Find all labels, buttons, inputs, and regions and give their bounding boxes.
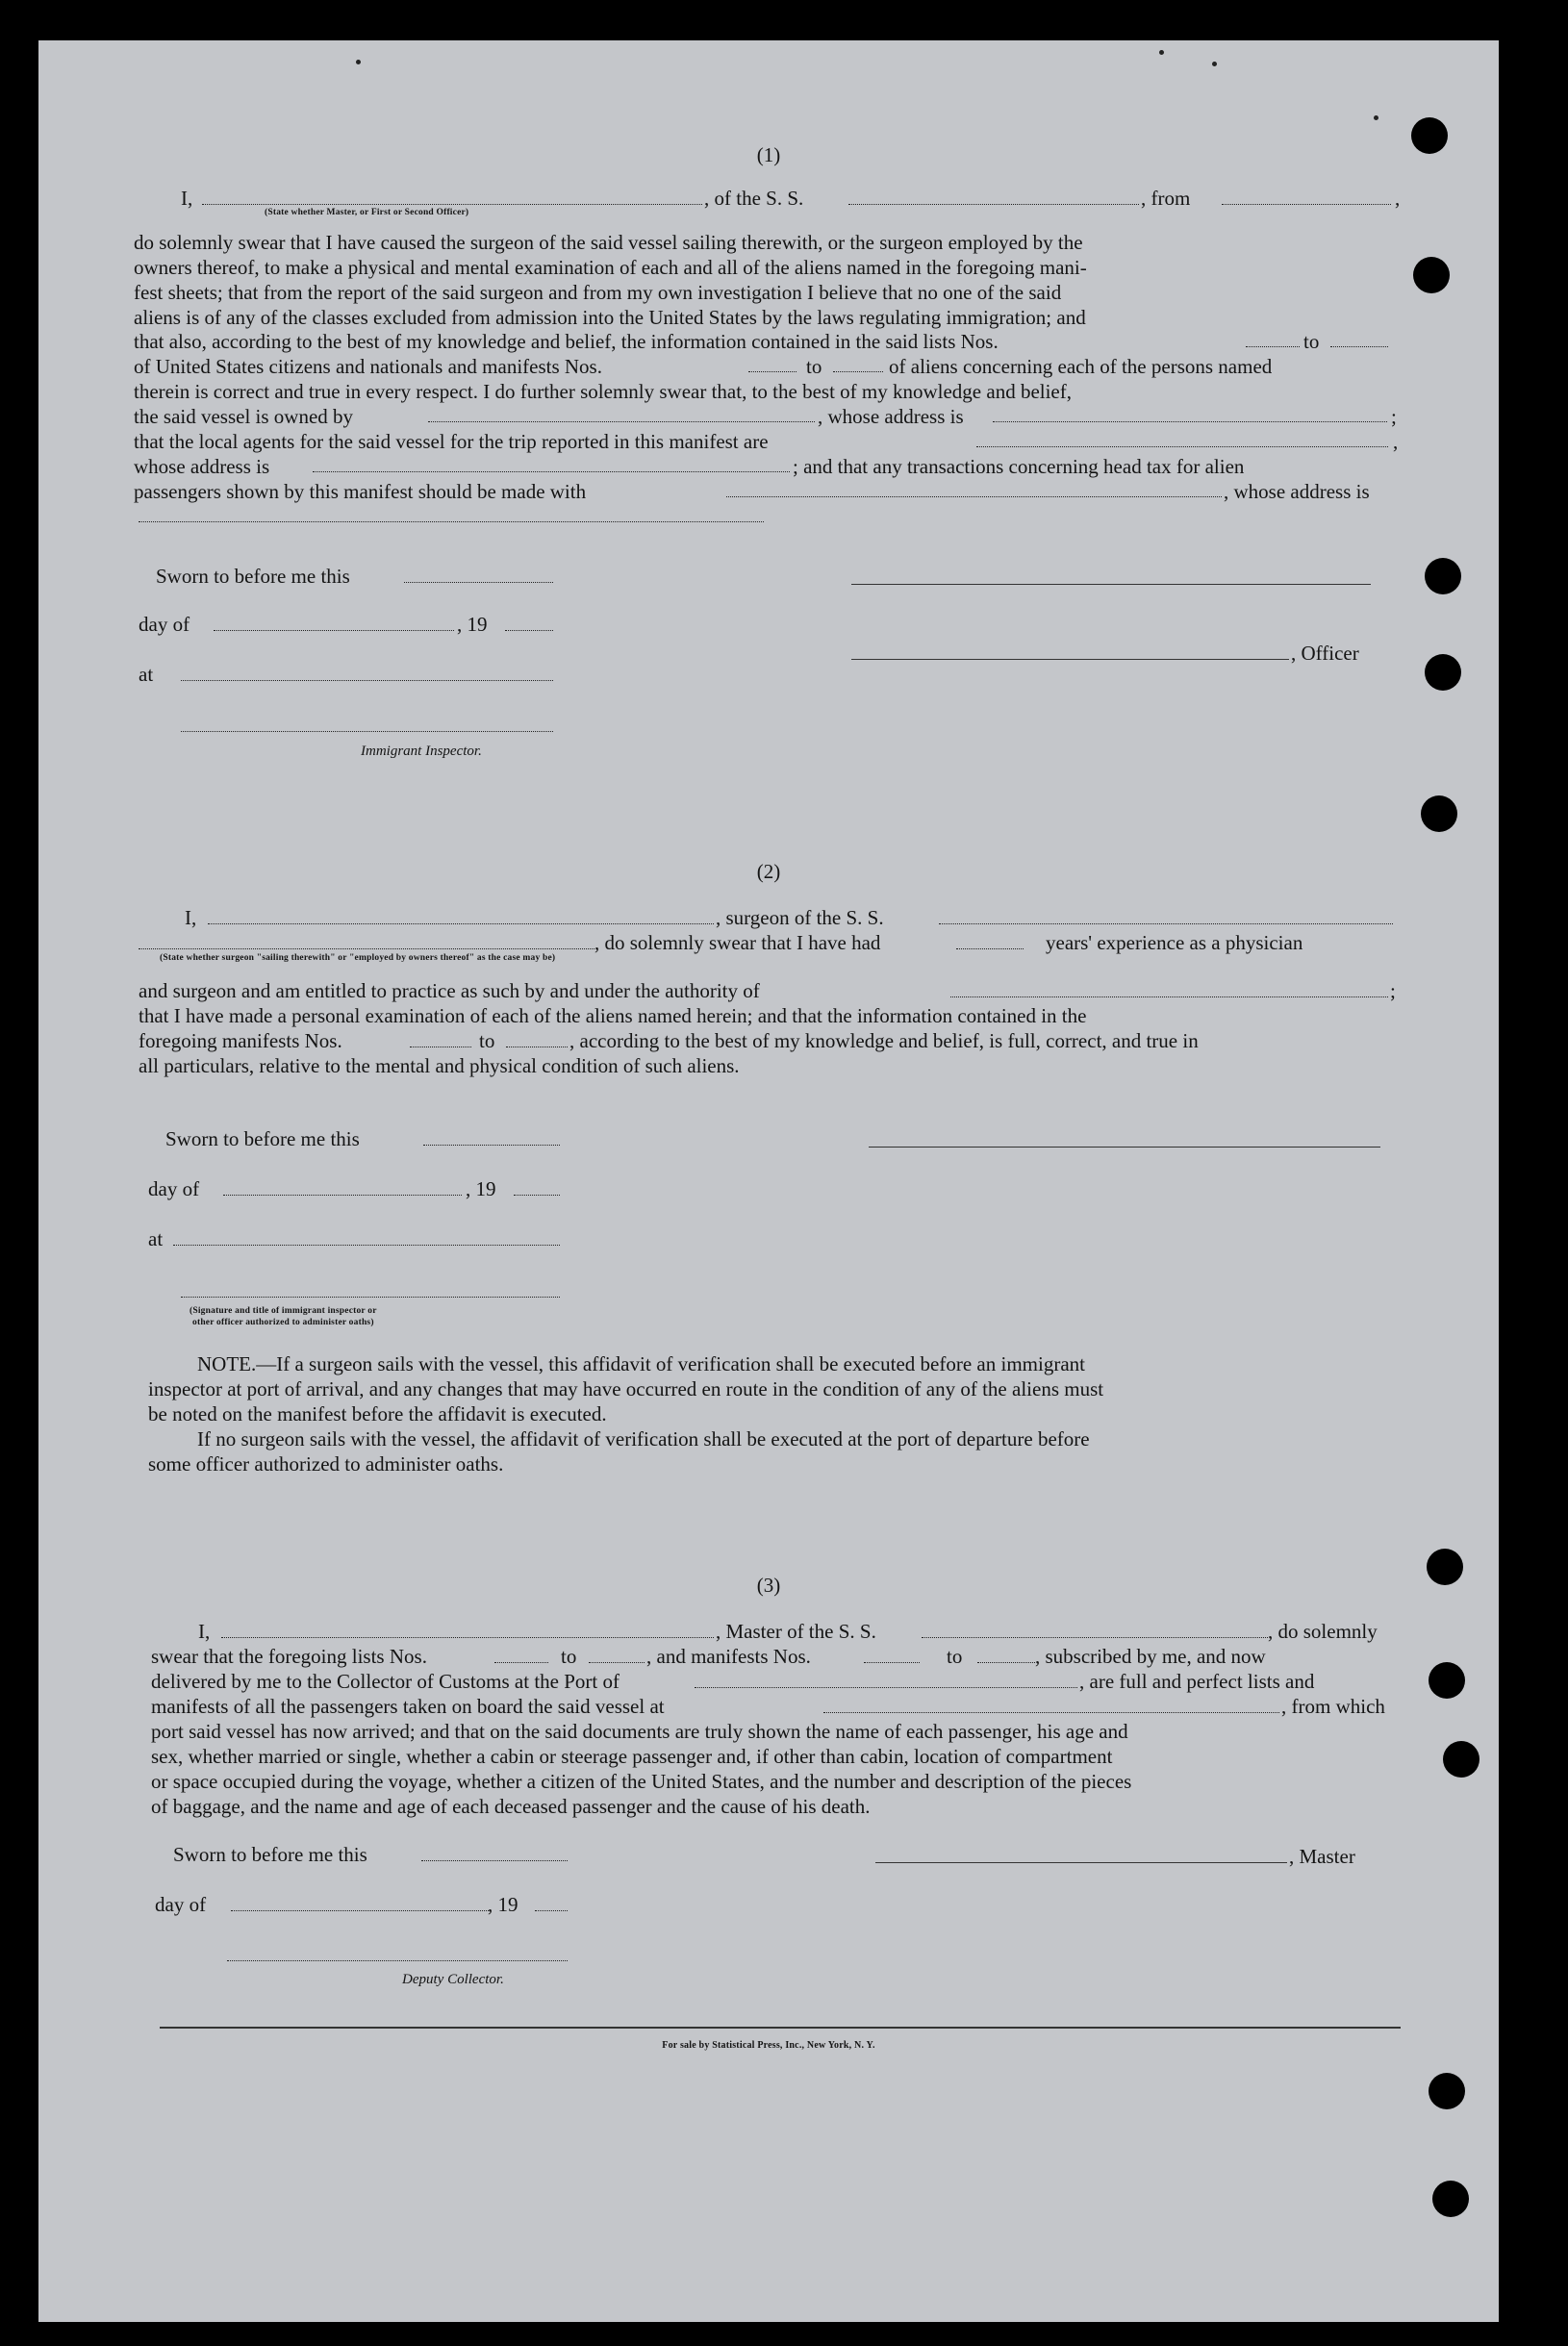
s1-owner-blank	[428, 421, 815, 422]
s3-year-blank	[535, 1910, 568, 1911]
s1-i-label: I,	[181, 187, 193, 210]
s3-line-4: port said vessel has now arrived; and that on the said documents are truly shown the name of each passenger, his age and	[151, 1720, 1128, 1743]
s1-year: , 19	[457, 613, 488, 636]
s3-line-3: manifests of all the passengers taken on board the said vessel at	[151, 1695, 665, 1718]
s1-to: to	[1303, 330, 1320, 353]
s3-master-name-blank	[221, 1637, 714, 1638]
s2-sig-note-1: (Signature and title of immigrant inspector or	[190, 1306, 377, 1316]
s2-surgeon-label: , surgeon of the S. S.	[716, 906, 884, 929]
s1-year-blank	[505, 630, 553, 631]
note-line: If no surgeon sails with the vessel, the affidavit of verification shall be executed at the port of departure before	[197, 1427, 1090, 1450]
s2-sworn: Sworn to before me this	[165, 1127, 360, 1150]
s1-line-8: the said vessel is owned by	[134, 405, 354, 428]
note-heading: NOTE.	[197, 1352, 257, 1375]
s1-line-9: that the local agents for the said vessel for the trip reported in this manifest are	[134, 430, 769, 453]
s2-signature-line	[869, 1147, 1380, 1148]
s1-line-5: that also, according to the best of my knowledge and belief, the information contained in the said lists Nos.	[134, 330, 999, 353]
s2-year: , 19	[466, 1177, 496, 1200]
s3-and-manifests: , and manifests Nos.	[646, 1645, 811, 1668]
s3-do-solemnly: , do solemnly	[1268, 1620, 1378, 1643]
s1-line-6: of United States citizens and nationals and manifests Nos.	[134, 355, 602, 378]
s3-line-5: sex, whether married or single, whether a cabin or steerage passenger and, if other than cabin, location of compartment	[151, 1745, 1113, 1768]
s1-signature-line	[851, 584, 1371, 585]
s3-master-label-sign: , Master	[1289, 1845, 1355, 1868]
s3-to: to	[561, 1645, 577, 1668]
s3-port-blank	[695, 1687, 1077, 1688]
s3-embark-port-blank	[823, 1712, 1279, 1713]
s2-years-label: years' experience as a physician	[1046, 931, 1303, 954]
s2-at-blank	[173, 1245, 560, 1246]
binder-hole	[1443, 1741, 1479, 1778]
s3-day-of: day of	[155, 1893, 207, 1916]
s3-full-perfect: , are full and perfect lists and	[1079, 1670, 1315, 1693]
s3-subscribed: , subscribed by me, and now	[1035, 1645, 1266, 1668]
s1-head-tax-address-blank	[139, 521, 764, 522]
s1-oath-text	[134, 230, 1404, 330]
s3-ship-blank	[922, 1637, 1268, 1638]
s3-line-6: or space occupied during the voyage, whether a citizen of the United States, and the number and description of the pieces	[151, 1770, 1132, 1793]
s2-sig-note-2: other officer authorized to administer oaths)	[192, 1318, 374, 1327]
s1-officer-blank	[202, 204, 702, 205]
s3-month-blank	[231, 1910, 491, 1911]
s1-officer-label: , Officer	[1291, 642, 1359, 665]
s1-ship-blank	[848, 204, 1139, 205]
s2-i-label: I,	[185, 906, 197, 929]
note-line: some officer authorized to administer oaths.	[148, 1452, 504, 1476]
binder-hole	[1429, 1662, 1465, 1699]
s3-line-2: delivered by me to the Collector of Customs at the Port of	[151, 1670, 620, 1693]
s2-at: at	[148, 1227, 164, 1250]
s1-owner-address-blank	[993, 421, 1387, 422]
binder-hole	[1421, 795, 1457, 832]
s3-sworn-day-blank	[421, 1860, 568, 1861]
s1-officer-line	[851, 659, 1289, 660]
s1-agents-address-blank	[313, 471, 790, 472]
s3-collector-line	[227, 1960, 568, 1961]
s3-to: to	[947, 1645, 963, 1668]
s2-surgeon-name-blank	[208, 923, 714, 924]
note-line: inspector at port of arrival, and any changes that may have occurred en route in the condition of any of the aliens must	[148, 1377, 1104, 1400]
s2-surgeon-status-blank	[139, 948, 594, 949]
section-1-number: (1)	[756, 143, 781, 166]
s2-month-blank	[223, 1195, 462, 1196]
s1-whose-address: , whose address is	[818, 405, 964, 428]
s3-line-7: of baggage, and the name and age of each deceased passenger and the cause of his death.	[151, 1795, 871, 1818]
s1-comma: ,	[1395, 187, 1401, 210]
s1-line: do solemnly swear that I have caused the surgeon of the said vessel sailing therewith, or the surgeon employed by the	[134, 231, 1083, 254]
s1-agents-blank	[976, 446, 1388, 447]
s2-ship-blank	[939, 923, 1393, 924]
s1-at-blank	[181, 680, 553, 681]
s2-years-blank	[956, 948, 1024, 949]
s1-line: aliens is of any of the classes excluded from admission into the United States by the laws regulating immigration; and	[134, 306, 1086, 329]
s1-sworn-day-blank	[404, 582, 553, 583]
s3-line-1: swear that the foregoing lists Nos.	[151, 1645, 427, 1668]
s1-line: owners thereof, to make a physical and mental examination of each and all of the aliens named in the foregoing mani-	[134, 256, 1087, 279]
s1-at: at	[139, 663, 154, 686]
s1-semicolon: ;	[1391, 405, 1397, 428]
s3-manifests-from-blank	[864, 1662, 920, 1663]
s2-line-4: all particulars, relative to the mental and physical condition of such aliens.	[139, 1054, 740, 1077]
s2-inspector-line	[181, 1297, 560, 1298]
s3-manifests-to-blank	[977, 1662, 1035, 1663]
s1-month-blank	[214, 630, 454, 631]
s1-manifests-from-blank	[748, 371, 797, 372]
binder-hole	[1413, 257, 1450, 293]
s2-surgeon-note: (State whether surgeon "sailing therewith" or "employed by owners thereof" as the case may be)	[160, 953, 556, 963]
binder-hole	[1432, 2181, 1469, 2217]
note-line: be noted on the manifest before the affidavit is executed.	[148, 1402, 607, 1425]
dust-speck	[356, 60, 361, 64]
s1-ss-label: , of the S. S.	[704, 187, 804, 210]
s1-comma: ,	[1393, 430, 1399, 453]
s1-sworn: Sworn to before me this	[156, 565, 350, 588]
s1-port-blank	[1222, 204, 1391, 205]
s2-swear-label: , do solemnly swear that I have had	[594, 931, 881, 954]
dust-speck	[1374, 115, 1378, 120]
s2-year-blank	[514, 1195, 560, 1196]
s3-master-signature-line	[875, 1862, 1287, 1863]
s1-lists-to-blank	[1330, 346, 1388, 347]
section-3-number: (3)	[756, 1574, 781, 1597]
s3-lists-to-blank	[589, 1662, 645, 1663]
s1-to: to	[806, 355, 822, 378]
s3-master-label: , Master of the S. S.	[716, 1620, 876, 1643]
s1-line-7: therein is correct and true in every respect. I do further solemnly swear that, to the best of my knowledge and belief,	[134, 380, 1072, 403]
s1-manifests-to-blank	[833, 371, 883, 372]
section-2-number: (2)	[756, 860, 781, 883]
s1-lists-from-blank	[1246, 346, 1300, 347]
s3-lists-from-blank	[494, 1662, 548, 1663]
s1-line-10: whose address is	[134, 455, 270, 478]
s3-sworn: Sworn to before me this	[173, 1843, 367, 1866]
binder-hole	[1425, 558, 1461, 594]
s1-line-11: passengers shown by this manifest should be made with	[134, 480, 587, 503]
note-text-line-1	[197, 1352, 1085, 1376]
s1-aliens-tail: of aliens concerning each of the persons named	[889, 355, 1273, 378]
s3-collector-label: Deputy Collector.	[402, 1972, 504, 1987]
s2-sworn-day-blank	[423, 1145, 560, 1146]
note-line: —If a surgeon sails with the vessel, this affidavit of verification shall be executed before an immigrant	[256, 1352, 1085, 1375]
binder-hole	[1425, 654, 1461, 691]
s2-day-of: day of	[148, 1177, 200, 1200]
s2-according-tail: , according to the best of my knowledge and belief, is full, correct, and true in	[569, 1029, 1199, 1052]
s1-day-of: day of	[139, 613, 190, 636]
s1-inspector-label: Immigrant Inspector.	[361, 744, 482, 759]
s2-to: to	[479, 1029, 495, 1052]
s1-whose-address: , whose address is	[1224, 480, 1370, 503]
s2-semicolon: ;	[1390, 979, 1396, 1002]
s1-from-label: , from	[1141, 187, 1191, 210]
s3-year: , 19	[488, 1893, 518, 1916]
s2-line-2: that I have made a personal examination of each of the aliens named herein; and that the information contained in the	[139, 1004, 1087, 1027]
dust-speck	[1159, 50, 1164, 55]
s2-line-1: and surgeon and am entitled to practice as such by and under the authority of	[139, 979, 760, 1002]
dust-speck	[1212, 62, 1217, 66]
s3-from-which: , from which	[1281, 1695, 1385, 1718]
s1-head-tax-party-blank	[726, 496, 1222, 497]
footer-rule	[160, 2027, 1401, 2029]
s2-authority-blank	[950, 996, 1388, 997]
footer-imprint: For sale by Statistical Press, Inc., New York, N. Y.	[662, 2040, 875, 2051]
s1-inspector-line	[181, 731, 553, 732]
s2-line-3: foregoing manifests Nos.	[139, 1029, 342, 1052]
binder-hole	[1429, 2073, 1465, 2109]
manifest-affidavit-page	[38, 40, 1499, 2322]
s1-line: fest sheets; that from the report of the said surgeon and from my own investigation I believe that no one of the said	[134, 281, 1062, 304]
s1-head-tax-tail: ; and that any transactions concerning head tax for alien	[793, 455, 1245, 478]
s3-i-label: I,	[198, 1620, 211, 1643]
s1-officer-note: (State whether Master, or First or Second Officer)	[265, 208, 469, 217]
